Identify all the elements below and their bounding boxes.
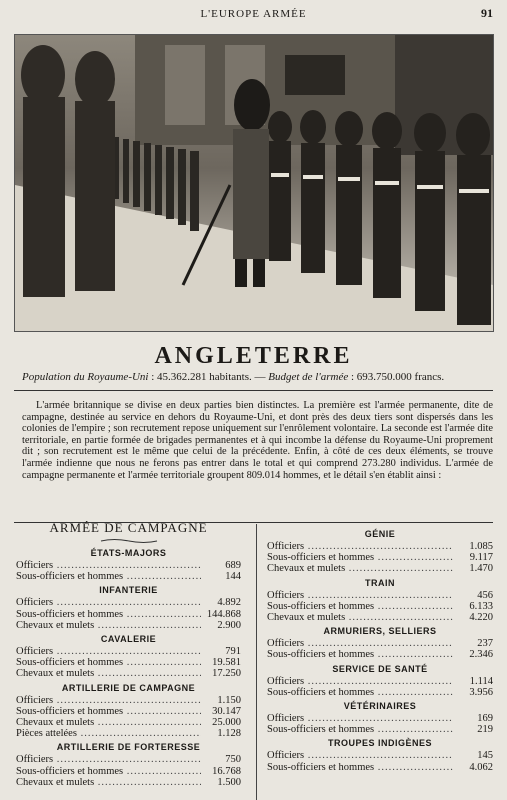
row-label: Chevaux et mulets ..... bbox=[267, 612, 453, 623]
row-value: 1.470 bbox=[469, 563, 493, 575]
category-heading: GÉNIE bbox=[364, 529, 396, 539]
left-groups bbox=[16, 548, 241, 788]
row-label: Officiers ..... bbox=[267, 750, 453, 761]
table-row bbox=[267, 541, 493, 552]
left-column bbox=[16, 520, 241, 788]
row-label: Officiers ..... bbox=[16, 560, 201, 571]
running-title: L'EUROPE ARMÉE bbox=[200, 8, 307, 20]
table-row bbox=[267, 762, 493, 773]
table-row bbox=[16, 668, 241, 679]
body-paragraph: L'armée britannique se divise en deux parties bien distinctes. La première est l'armée permanente, dite de campagne, destinée au service en dehors du Royaume-Uni, et dont près des deux tiers sont dispersés dans les colonies de l'empire ; son recrutement repose uniquement sur l'enrôlement volontaire. La seconde est l'armée dite territoriale, en partie formée de brigades permanentes et à qui incombe la défense du Royaume-Uni proprement dit ; son recrutement est le même que celui de la précédente. Enfin, à côté de ces deux éléments, se trouve l'armée indienne que nous ne ferons pas entrer dans le total et qui comprend 273.280 individus. L'armée de campagne permanente et l'armée territoriale groupent 809.014 hommes, et le détail s'en établit ainsi : bbox=[22, 400, 493, 481]
row-label: Officiers ..... bbox=[16, 646, 201, 657]
row-value: 1.128 bbox=[217, 728, 241, 740]
table-row bbox=[16, 766, 241, 777]
row-value: 1.114 bbox=[469, 675, 493, 687]
guards-photo bbox=[15, 35, 493, 331]
row-label: Sous-officiers et hommes ..... bbox=[267, 762, 453, 773]
table-row bbox=[267, 612, 493, 623]
table-row bbox=[16, 560, 241, 571]
budget-label: Budget de l'armée bbox=[268, 371, 349, 383]
row-value: 1.085 bbox=[469, 541, 493, 552]
separator: — bbox=[251, 371, 269, 383]
category-heading: TRAIN bbox=[365, 577, 395, 588]
table-row bbox=[16, 728, 241, 739]
table-row bbox=[267, 563, 493, 574]
row-label: Sous-officiers et hommes ..... bbox=[267, 601, 453, 612]
table-row bbox=[267, 750, 493, 761]
row-label: Officiers ..... bbox=[16, 754, 201, 765]
row-value: 2.900 bbox=[217, 619, 241, 631]
population-label: Population du Royaume-Uni bbox=[22, 371, 149, 383]
row-value: 791 bbox=[225, 646, 241, 658]
table-row bbox=[267, 601, 493, 612]
row-label: Sous-officiers et hommes ..... bbox=[16, 571, 201, 582]
table-row bbox=[16, 571, 241, 582]
row-value: 25.000 bbox=[212, 717, 241, 729]
row-value: 9.117 bbox=[469, 552, 493, 564]
population-value: : 45.362.281 habitants. bbox=[151, 371, 252, 383]
category-heading: INFANTERIE bbox=[99, 585, 158, 596]
row-label: Pièces attelées ..... bbox=[16, 728, 201, 739]
row-value: 4.892 bbox=[217, 597, 241, 609]
row-value: 19.581 bbox=[212, 657, 241, 669]
row-value: 2.346 bbox=[469, 649, 493, 661]
table-row bbox=[16, 646, 241, 657]
row-value: 16.768 bbox=[212, 765, 241, 777]
row-value: 1.500 bbox=[217, 776, 241, 788]
category-heading: SERVICE DE SANTÉ bbox=[332, 663, 428, 674]
section-subline bbox=[22, 371, 493, 383]
table-row bbox=[16, 695, 241, 706]
table-row bbox=[16, 717, 241, 728]
row-value: 1.150 bbox=[217, 694, 241, 706]
row-value: 750 bbox=[225, 754, 241, 766]
row-value: 237 bbox=[477, 638, 493, 650]
row-label: Sous-officiers et hommes ..... bbox=[16, 766, 201, 777]
row-label: Chevaux et mulets ..... bbox=[16, 777, 201, 788]
category-heading: ARMURIERS, SELLIERS bbox=[323, 626, 437, 637]
row-label: Chevaux et mulets ..... bbox=[267, 563, 453, 574]
row-value: 689 bbox=[225, 560, 241, 571]
table-row bbox=[267, 649, 493, 660]
category-heading: ÉTATS-MAJORS bbox=[90, 548, 167, 558]
row-label: Sous-officiers et hommes ..... bbox=[16, 706, 201, 717]
row-label: Officiers ..... bbox=[267, 676, 453, 687]
row-label: Sous-officiers et hommes ..... bbox=[267, 687, 453, 698]
table-row bbox=[16, 609, 241, 620]
table-row bbox=[16, 777, 241, 788]
row-value: 144.868 bbox=[206, 608, 241, 620]
row-value: 3.956 bbox=[469, 686, 493, 698]
row-value: 17.250 bbox=[212, 668, 241, 680]
row-value: 30.147 bbox=[212, 705, 241, 717]
row-label: Sous-officiers et hommes ..... bbox=[16, 657, 201, 668]
category-heading: CAVALERIE bbox=[100, 634, 157, 645]
campaign-title: ARMÉE DE CAMPAGNE bbox=[49, 520, 208, 535]
row-label: Officiers ..... bbox=[267, 638, 453, 649]
category-heading: ARTILLERIE DE FORTERESSE bbox=[56, 742, 201, 753]
row-value: 219 bbox=[477, 724, 493, 736]
row-value: 456 bbox=[477, 589, 493, 601]
divider-top bbox=[14, 390, 493, 391]
table-row bbox=[267, 638, 493, 649]
table-row bbox=[267, 713, 493, 724]
flourish-ornament bbox=[99, 538, 159, 544]
row-label: Chevaux et mulets ..... bbox=[16, 717, 201, 728]
table-row bbox=[16, 657, 241, 668]
category-heading: ARTILLERIE DE CAMPAGNE bbox=[61, 682, 196, 693]
table-row bbox=[267, 687, 493, 698]
row-label: Sous-officiers et hommes ..... bbox=[267, 649, 453, 660]
row-label: Officiers ..... bbox=[16, 597, 201, 608]
row-value: 144 bbox=[225, 571, 241, 583]
section-title: ANGLETERRE bbox=[154, 343, 353, 369]
table-row bbox=[267, 552, 493, 563]
table-row bbox=[16, 754, 241, 765]
table-row bbox=[16, 706, 241, 717]
row-label: Sous-officiers et hommes ..... bbox=[267, 724, 453, 735]
row-label: Sous-officiers et hommes ..... bbox=[267, 552, 453, 563]
row-label: Chevaux et mulets ..... bbox=[16, 668, 201, 679]
table-row bbox=[267, 676, 493, 687]
row-label: Officiers ..... bbox=[267, 590, 453, 601]
row-value: 169 bbox=[477, 713, 493, 725]
table-row bbox=[267, 724, 493, 735]
table-row bbox=[16, 620, 241, 631]
right-column bbox=[267, 526, 493, 773]
table-row bbox=[267, 590, 493, 601]
row-label: Chevaux et mulets ..... bbox=[16, 620, 201, 631]
right-groups bbox=[267, 529, 493, 773]
row-label: Sous-officiers et hommes ..... bbox=[16, 609, 201, 620]
category-heading: TROUPES INDIGÈNES bbox=[327, 738, 432, 749]
row-label: Officiers ..... bbox=[16, 695, 201, 706]
row-value: 4.220 bbox=[469, 612, 493, 624]
row-value: 6.133 bbox=[469, 600, 493, 612]
budget-value: : 693.750.000 francs. bbox=[350, 371, 445, 383]
row-label: Officiers ..... bbox=[267, 713, 453, 724]
page-number: 91 bbox=[481, 6, 493, 20]
table-row bbox=[16, 597, 241, 608]
column-divider bbox=[256, 524, 257, 800]
row-value: 4.062 bbox=[469, 761, 493, 773]
photograph bbox=[14, 34, 494, 332]
row-value: 145 bbox=[477, 750, 493, 762]
category-heading: VÉTÉRINAIRES bbox=[343, 701, 417, 712]
row-label: Officiers ..... bbox=[267, 541, 453, 552]
page-header bbox=[14, 6, 493, 22]
